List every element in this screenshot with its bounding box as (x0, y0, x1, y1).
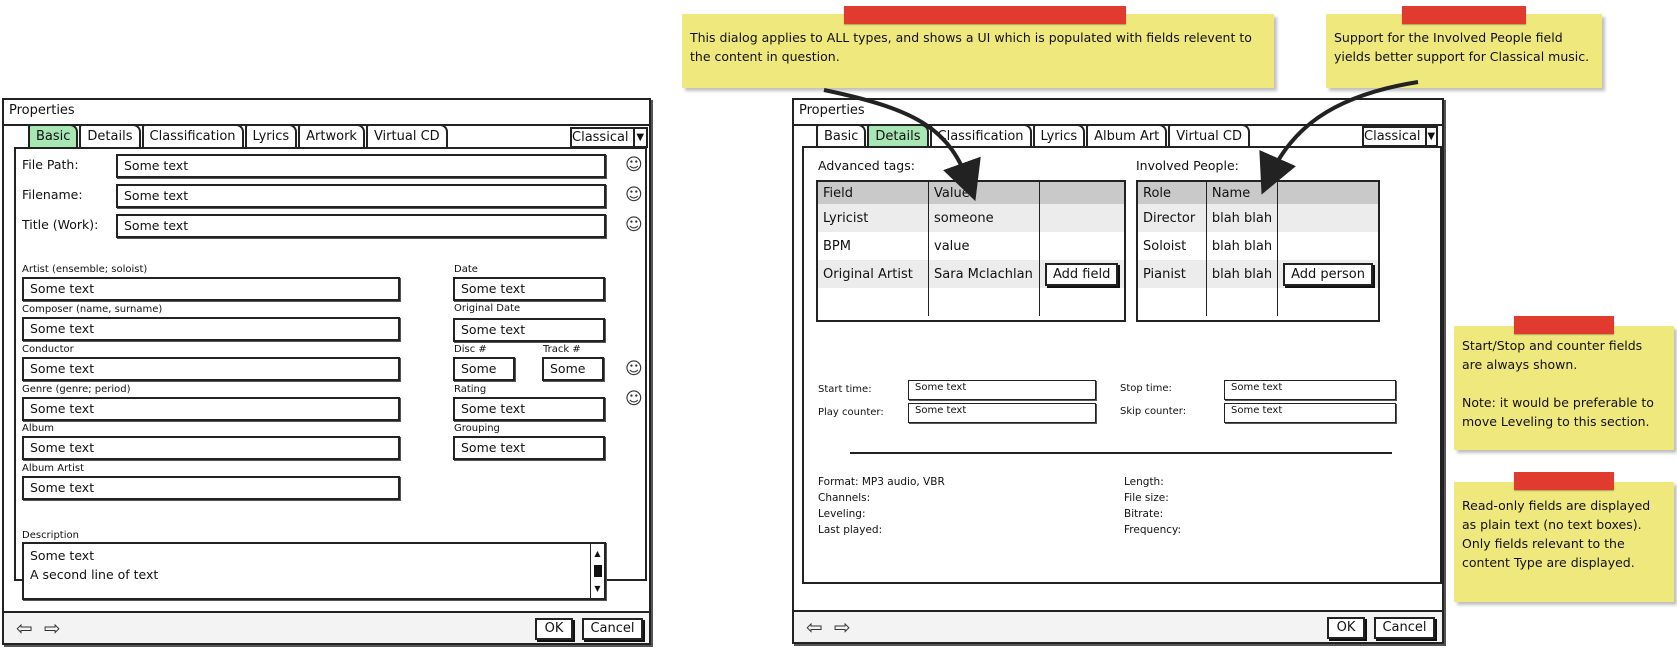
rating-field[interactable]: Some text (453, 397, 605, 421)
scroll-down-icon[interactable]: ▼ (594, 584, 601, 593)
involved-people-table (1136, 180, 1380, 322)
back-arrow-icon[interactable]: ⇦ (806, 615, 823, 639)
tab-lyrics[interactable]: Lyrics (245, 124, 298, 149)
smiley-icon: ☺ (625, 155, 643, 175)
conductor-label: Conductor (22, 344, 74, 355)
tape-strip (1514, 316, 1614, 334)
tape-strip (1402, 6, 1526, 24)
album-artist-label: Album Artist (22, 463, 85, 474)
back-arrow-icon[interactable]: ⇦ (16, 616, 33, 640)
table-cell: Director (1138, 204, 1206, 232)
table-cell: Original Artist (818, 260, 929, 288)
play-counter-label: Play counter: (818, 407, 884, 418)
dropdown-arrow-icon: ▼ (633, 129, 646, 146)
type-dropdown-value: Classical (1364, 129, 1421, 144)
table-header (1040, 182, 1125, 204)
album-field[interactable]: Some text (22, 436, 400, 460)
filename-field[interactable]: Some text (116, 184, 606, 208)
frequency-text: Frequency: (1124, 524, 1182, 536)
start-time-field[interactable]: Some text (908, 380, 1096, 400)
add-field-button[interactable]: Add field (1045, 263, 1118, 286)
note-text: Read-only fields are displayed as plain text (no text boxes). Only fields relevant to the content Type are displayed. (1462, 498, 1651, 570)
table-header: Field (818, 182, 929, 204)
table-header: Values (929, 182, 1040, 204)
scroll-thumb[interactable] (594, 565, 602, 577)
skip-counter-label: Skip counter: (1120, 406, 1187, 417)
smiley-icon: ☺ (625, 389, 643, 409)
file-size-text: File size: (1124, 492, 1169, 504)
cancel-button[interactable]: Cancel (582, 618, 643, 640)
table-cell: blah blah (1206, 204, 1277, 232)
sticky-note-involved (1326, 14, 1602, 88)
sticky-note-counters (1454, 326, 1674, 450)
tab-details[interactable]: Details (79, 124, 140, 149)
length-text: Length: (1124, 476, 1164, 488)
disc-field[interactable]: Some (453, 357, 515, 381)
tab-artwork[interactable]: Artwork (298, 124, 365, 149)
original-date-field[interactable]: Some text (453, 318, 605, 342)
tape-strip (1514, 472, 1614, 490)
last-played-text: Last played: (818, 524, 883, 536)
tab-panel (14, 147, 647, 593)
play-counter-field[interactable]: Some text (908, 403, 1096, 423)
table-cell: Lyricist (818, 204, 929, 232)
tab-panel (802, 146, 1442, 584)
note-text: Start/Stop and counter fields are always shown. (1462, 338, 1643, 372)
note-text: Note: it would be preferable to move Leveling to this section. (1462, 395, 1654, 429)
original-date-label: Original Date (454, 303, 521, 314)
stop-time-label: Stop time: (1120, 383, 1172, 394)
bitrate-text: Bitrate: (1124, 508, 1164, 520)
table-cell: Soloist (1143, 238, 1187, 254)
scroll-up-icon[interactable]: ▲ (594, 549, 601, 558)
track-label: Track # (543, 344, 581, 355)
genre-field[interactable]: Some text (22, 397, 400, 421)
tab-basic[interactable]: Basic (28, 124, 78, 149)
ok-button[interactable]: OK (535, 618, 573, 640)
properties-dialog-details (792, 98, 1444, 644)
properties-dialog-basic (2, 98, 651, 645)
tab-virtual-cd[interactable]: Virtual CD (1168, 124, 1250, 149)
stop-time-field[interactable]: Some text (1224, 380, 1396, 400)
ok-button[interactable]: OK (1327, 617, 1365, 639)
rating-label: Rating (454, 384, 487, 395)
sticky-note-dialog (682, 14, 1274, 88)
artist-field[interactable]: Some text (22, 277, 400, 301)
dialog-footer (794, 610, 1442, 642)
table-row[interactable] (818, 260, 1124, 288)
sticky-note-readonly (1454, 482, 1674, 602)
date-label: Date (454, 264, 478, 275)
disc-label: Disc # (454, 344, 487, 355)
table-cell: value (929, 232, 1040, 260)
tab-bar (28, 124, 449, 149)
genre-label: Genre (genre; period) (22, 384, 131, 395)
artist-label: Artist (ensemble; soloist) (22, 264, 148, 275)
table-header (1278, 182, 1378, 204)
date-field[interactable]: Some text (453, 277, 605, 301)
table-header: Role (1138, 182, 1206, 204)
tab-lyrics[interactable]: Lyrics (1033, 124, 1086, 149)
cancel-button[interactable]: Cancel (1374, 617, 1435, 639)
skip-counter-field[interactable]: Some text (1224, 403, 1396, 423)
file-path-field[interactable]: Some text (116, 154, 606, 178)
start-time-label: Start time: (818, 384, 872, 395)
composer-label: Composer (name, surname) (22, 304, 163, 315)
involved-people-label: Involved People: (1136, 158, 1239, 173)
title-work-field[interactable]: Some text (116, 214, 606, 238)
section-divider (850, 452, 1392, 454)
note-text: This dialog applies to ALL types, and shows a UI which is populated with fields relevent to the content in question. (690, 30, 1252, 64)
table-row[interactable] (1138, 260, 1378, 288)
dialog-title: Properties (4, 100, 649, 126)
table-cell: Sara Mclachlan (929, 260, 1040, 288)
conductor-field[interactable]: Some text (22, 357, 400, 381)
table-cell: BPM (823, 238, 851, 254)
grouping-label: Grouping (454, 423, 500, 434)
leveling-text: Leveling: (818, 508, 866, 520)
note-text: Support for the Involved People field yields better support for Classical music. (1334, 30, 1590, 64)
file-path-label: File Path: (22, 157, 79, 172)
filename-label: Filename: (22, 187, 83, 202)
title-work-label: Title (Work): (22, 217, 99, 232)
tab-details[interactable]: Details (867, 124, 928, 149)
album-label: Album (22, 423, 55, 434)
dialog-title: Properties (794, 100, 1442, 126)
tab-classification[interactable]: Classification (930, 124, 1032, 149)
type-dropdown[interactable] (1362, 126, 1438, 147)
grouping-field[interactable]: Some text (453, 436, 605, 460)
table-row[interactable] (1138, 204, 1378, 232)
table-row[interactable] (1138, 232, 1378, 260)
table-cell: blah blah (1206, 232, 1277, 260)
advanced-tags-table (816, 180, 1126, 322)
channels-text: Channels: (818, 492, 871, 504)
tab-basic[interactable]: Basic (816, 124, 866, 149)
tab-album-art[interactable]: Album Art (1086, 124, 1167, 149)
forward-arrow-icon[interactable]: ⇨ (834, 615, 851, 639)
description-scrollbar[interactable] (590, 544, 604, 598)
description-line: Some text (30, 548, 95, 563)
smiley-icon: ☺ (625, 215, 643, 235)
tape-strip (844, 6, 1126, 24)
type-dropdown[interactable] (570, 127, 648, 148)
description-label: Description (22, 530, 79, 541)
table-cell: blah blah (1206, 260, 1277, 288)
advanced-tags-label: Advanced tags: (818, 158, 915, 173)
description-line: A second line of text (30, 567, 159, 582)
table-row[interactable] (818, 204, 1124, 232)
track-field[interactable]: Some (542, 357, 604, 381)
composer-field[interactable]: Some text (22, 317, 400, 341)
table-row[interactable] (818, 232, 1124, 260)
table-header: Name (1206, 182, 1277, 204)
description-textarea[interactable] (22, 542, 606, 600)
dialog-footer (4, 611, 649, 643)
tab-virtual-cd[interactable]: Virtual CD (366, 124, 448, 149)
forward-arrow-icon[interactable]: ⇨ (44, 616, 61, 640)
table-cell: Pianist (1138, 260, 1206, 288)
type-dropdown-value: Classical (572, 130, 629, 145)
smiley-icon: ☺ (625, 359, 643, 379)
dropdown-arrow-icon: ▼ (1425, 128, 1436, 145)
tab-classification[interactable]: Classification (142, 124, 244, 149)
format-text: Format: MP3 audio, VBR (818, 476, 945, 488)
table-cell: someone (929, 204, 1040, 232)
smiley-icon: ☺ (625, 185, 643, 205)
add-person-button[interactable]: Add person (1283, 263, 1373, 286)
album-artist-field[interactable]: Some text (22, 476, 400, 500)
